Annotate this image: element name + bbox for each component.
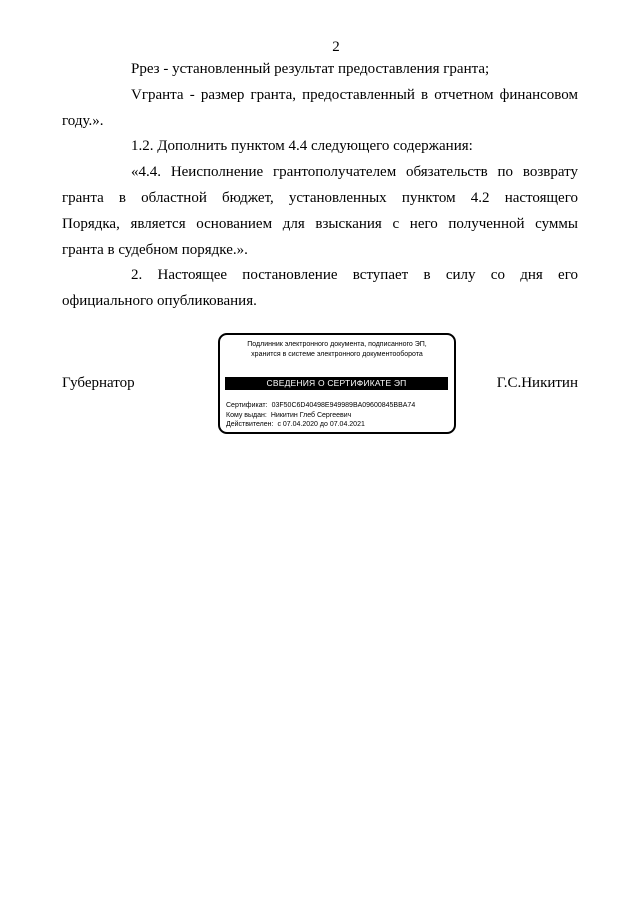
issued-to-value: Никитин Глеб Сергеевич [270,411,352,419]
paragraph-line: 1.2. Дополнить пунктом 4.4 следующего содержания: [131,138,473,155]
certificate-label: Сертификат: [226,402,268,409]
signatory-name: Г.С.Никитин [496,375,578,391]
signatory-position: Губернатор [62,375,135,391]
paragraph-line: официального опубликования. [62,293,257,310]
paragraph-line: Ррез - установленный результат предоставления гранта; [131,61,490,77]
validity-row [226,420,415,430]
document-body [62,57,578,315]
paragraph-line: году.». [62,112,104,129]
paragraph [62,83,578,135]
paragraph-line: гранта в судебном порядке.». [62,241,248,258]
stamp-header-bar: СВЕДЕНИЯ О СЕРТИФИКАТЕ ЭП [225,377,448,390]
stamp-notice-line: хранится в системе электронного документооборота [251,351,423,358]
paragraph-line: Vгранта - размер гранта, предоставленный в отчетном финансовом [131,86,578,103]
page-number: 2 [332,39,340,55]
certificate-value: 03F50C6D40498E949989BA09600845BBA74 [271,402,416,409]
paragraph [62,57,578,83]
paragraph-line: 2. Настоящее постановление вступает в силу со дня его [131,267,578,284]
validity-label: Действителен: [226,421,274,429]
paragraph-line: Порядка, является основанием для взыскания с него полученной суммы [62,215,578,232]
issued-to-row [226,411,415,421]
stamp-notice-line: Подлинник электронного документа, подписанного ЭП, [247,341,427,348]
certificate-details [226,401,415,430]
paragraph [62,160,578,263]
paragraph-line: «4.4. Неисполнение грантополучателем обязательств по возврату [131,164,578,181]
certificate-row [226,401,415,411]
paragraph [62,134,578,160]
validity-value: с 07.04.2020 до 07.04.2021 [277,421,365,429]
issued-to-label: Кому выдан: [226,411,267,419]
electronic-signature-stamp [218,333,456,434]
paragraph [62,263,578,315]
paragraph-line: гранта в областной бюджет, установленных пунктом 4.2 настоящего [62,189,578,206]
